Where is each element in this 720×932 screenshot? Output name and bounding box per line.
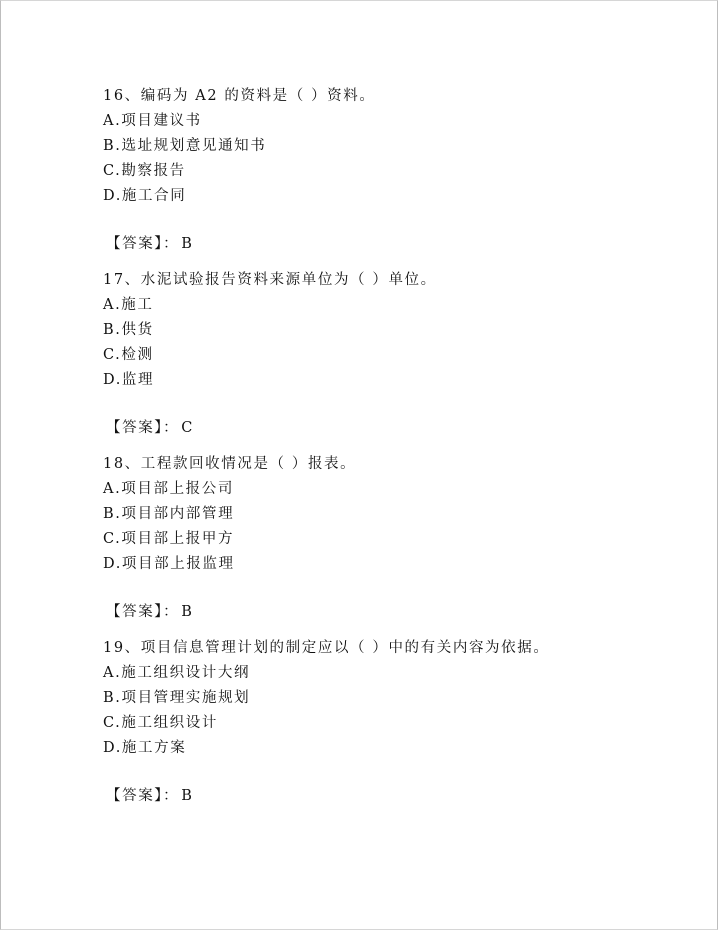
- answer-value: B: [181, 604, 194, 620]
- answer-line: [106, 416, 693, 441]
- answer-line: [106, 784, 693, 809]
- answer-value: B: [181, 788, 194, 804]
- option-d: D.项目部上报监理: [103, 556, 235, 572]
- answer-value: C: [181, 420, 194, 436]
- option-d: D.施工方案: [103, 740, 187, 756]
- option-c: C.检测: [103, 347, 154, 363]
- option-b: B.供货: [103, 322, 154, 338]
- option-c: C.项目部上报甲方: [103, 531, 235, 547]
- option-b: B.项目管理实施规划: [103, 690, 251, 706]
- answer-label: 【答案】：: [106, 788, 180, 804]
- question-stem: 18、工程款回收情况是（ ）报表。: [103, 456, 357, 472]
- question-stem: 16、编码为 A2 的资料是（ ）资料。: [103, 88, 376, 104]
- option-c: C.施工组织设计: [103, 715, 218, 731]
- answer-label: 【答案】：: [106, 604, 180, 620]
- answer-line: [106, 232, 693, 257]
- answer-label: 【答案】：: [106, 420, 180, 436]
- question-stem: 19、项目信息管理计划的制定应以（ ）中的有关内容为依据。: [103, 640, 550, 656]
- question-16: [103, 84, 693, 257]
- answer-label: 【答案】：: [106, 236, 180, 252]
- question-19: [103, 636, 693, 809]
- question-18: [103, 452, 693, 625]
- option-d: D.监理: [103, 372, 155, 388]
- option-a: A.项目部上报公司: [103, 481, 234, 497]
- answer-value: B: [181, 236, 194, 252]
- option-a: A.项目建议书: [103, 113, 202, 129]
- option-b: B.项目部内部管理: [103, 506, 235, 522]
- answer-line: [106, 600, 693, 625]
- question-list: [103, 84, 693, 820]
- option-d: D.施工合同: [103, 188, 187, 204]
- question-17: [103, 268, 693, 441]
- option-c: C.勘察报告: [103, 163, 186, 179]
- option-a: A.施工: [103, 297, 154, 313]
- option-b: B.选址规划意见通知书: [103, 138, 267, 154]
- option-a: A.施工组织设计大纲: [103, 665, 251, 681]
- question-stem: 17、水泥试验报告资料来源单位为（ ）单位。: [103, 272, 437, 288]
